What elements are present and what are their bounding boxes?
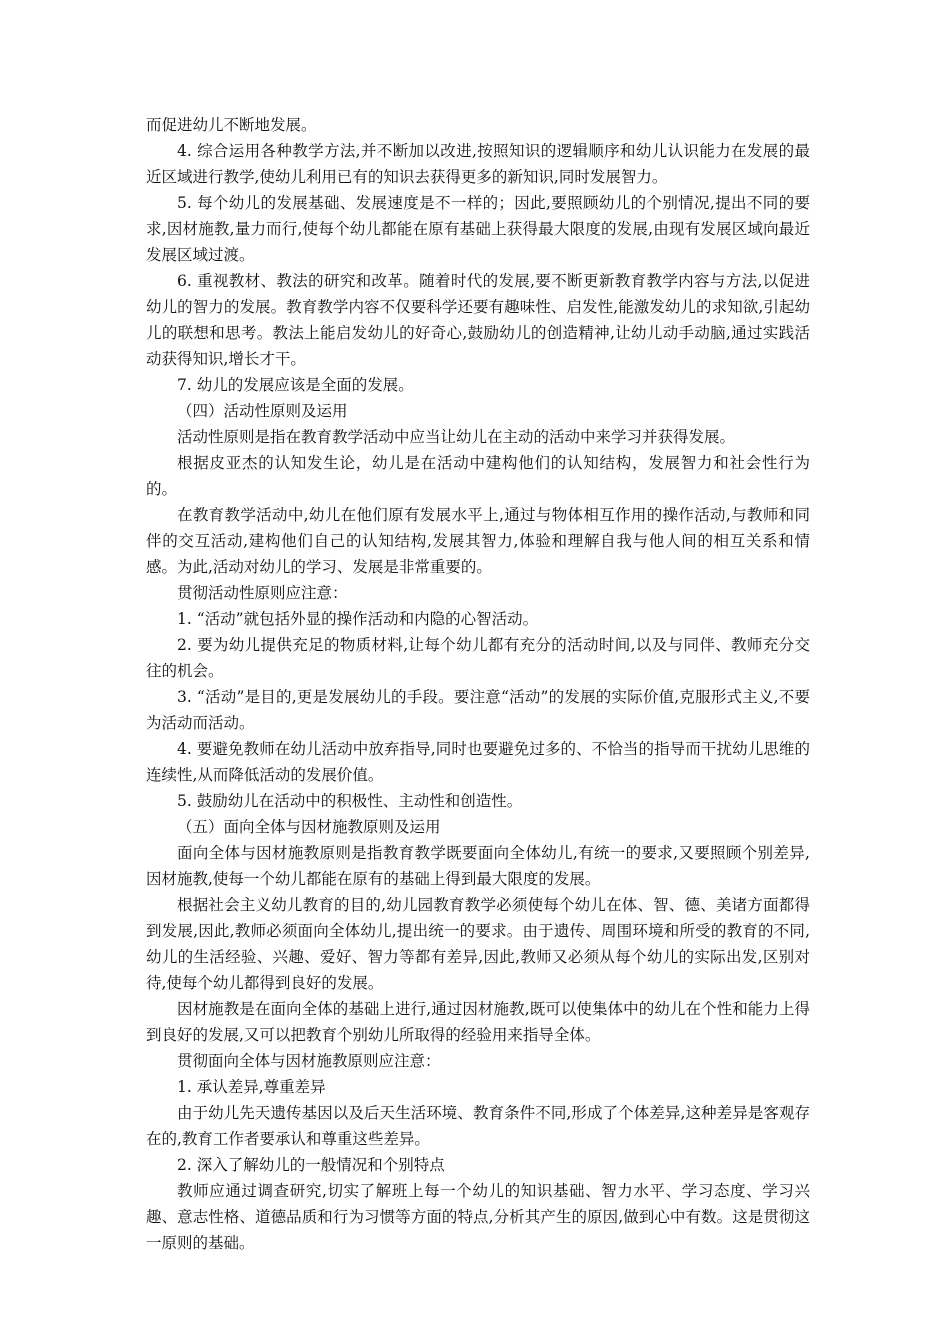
- paragraph: 根据皮亚杰的认知发生论，幼儿是在活动中建构他们的认知结构，发展智力和社会性行为的。: [146, 454, 810, 498]
- paragraph: 1. 承认差异,尊重差异: [177, 1078, 326, 1096]
- paragraph: 1. “活动”就包括外显的操作活动和内隐的心智活动。: [177, 610, 539, 628]
- paragraph: 由于幼儿先天遗传基因以及后天生活环境、教育条件不同,形成了个体差异,这种差异是客观存在的,教育工作者要承认和尊重这些差异。: [146, 1104, 810, 1148]
- paragraph: 面向全体与因材施教原则是指教育教学既要面向全体幼儿,有统一的要求,又要照顾个别差异,因材施教,使每一个幼儿都能在原有的基础上得到最大限度的发展。: [146, 844, 810, 888]
- paragraph: 7. 幼儿的发展应该是全面的发展。: [177, 376, 414, 394]
- paragraph: 5. 鼓励幼儿在活动中的积极性、主动性和创造性。: [177, 792, 523, 810]
- paragraph: 教师应通过调查研究,切实了解班上每一个幼儿的知识基础、智力水平、学习态度、学习兴趣、意志性格、道德品质和行为习惯等方面的特点,分析其产生的原因,做到心中有数。这是贯彻这一原则的基础。: [146, 1182, 810, 1252]
- paragraph: 5. 每个幼儿的发展基础、发展速度是不一样的；因此,要照顾幼儿的个别情况,提出不同的要求,因材施教,量力而行,使每个幼儿都能在原有基础上获得最大限度的发展,由现有发展区域向最近发展区域过渡。: [146, 194, 810, 264]
- document-body: [146, 112, 810, 1256]
- paragraph: 因材施教是在面向全体的基础上进行,通过因材施教,既可以使集体中的幼儿在个性和能力上得到良好的发展,又可以把教育个别幼儿所取得的经验用来指导全体。: [146, 1000, 810, 1044]
- section-heading: （四）活动性原则及运用: [177, 402, 348, 420]
- paragraph: 4. 综合运用各种教学方法,并不断加以改进,按照知识的逻辑顺序和幼儿认识能力在发展的最近区域进行教学,使幼儿利用已有的知识去获得更多的新知识,同时发展智力。: [146, 142, 810, 186]
- paragraph: 贯彻活动性原则应注意：: [177, 584, 348, 602]
- paragraph: 根据社会主义幼儿教育的目的,幼儿园教育教学必须使每个幼儿在体、智、德、美诸方面都得到发展,因此,教师必须面向全体幼儿,提出统一的要求。由于遗传、周围环境和所受的教育的不同,幼儿的生活经验、兴趣、爱好、智力等都有差异,因此,教师又必须从每个幼儿的实际出发,区别对待,使每个幼儿都得到良好的发展。: [146, 896, 810, 992]
- paragraph: 2. 要为幼儿提供充足的物质材料,让每个幼儿都有充分的活动时间,以及与同伴、教师充分交往的机会。: [146, 636, 810, 680]
- paragraph: 4. 要避免教师在幼儿活动中放弃指导,同时也要避免过多的、不恰当的指导而干扰幼儿思维的连续性,从而降低活动的发展价值。: [146, 740, 810, 784]
- paragraph: 贯彻面向全体与因材施教原则应注意：: [177, 1052, 441, 1070]
- paragraph: 活动性原则是指在教育教学活动中应当让幼儿在主动的活动中来学习并获得发展。: [177, 428, 736, 446]
- paragraph: 2. 深入了解幼儿的一般情况和个别特点: [177, 1156, 445, 1174]
- section-heading: （五）面向全体与因材施教原则及运用: [177, 818, 441, 836]
- paragraph: 3. “活动”是目的,更是发展幼儿的手段。要注意“活动”的发展的实际价值,克服形式主义,不要为活动而活动。: [146, 688, 810, 732]
- paragraph: 而促进幼儿不断地发展。: [146, 116, 317, 134]
- paragraph: 在教育教学活动中,幼儿在他们原有发展水平上,通过与物体相互作用的操作活动,与教师和同伴的交互活动,建构他们自己的认知结构,发展其智力,体验和理解自我与他人间的相互关系和情感。为此,活动对幼儿的学习、发展是非常重要的。: [146, 506, 810, 576]
- paragraph: 6. 重视教材、教法的研究和改革。随着时代的发展,要不断更新教育教学内容与方法,以促进幼儿的智力的发展。教育教学内容不仅要科学还要有趣味性、启发性,能激发幼儿的求知欲,引起幼儿的联想和思考。教法上能启发幼儿的好奇心,鼓励幼儿的创造精神,让幼儿动手动脑,通过实践活动获得知识,增长才干。: [146, 272, 810, 368]
